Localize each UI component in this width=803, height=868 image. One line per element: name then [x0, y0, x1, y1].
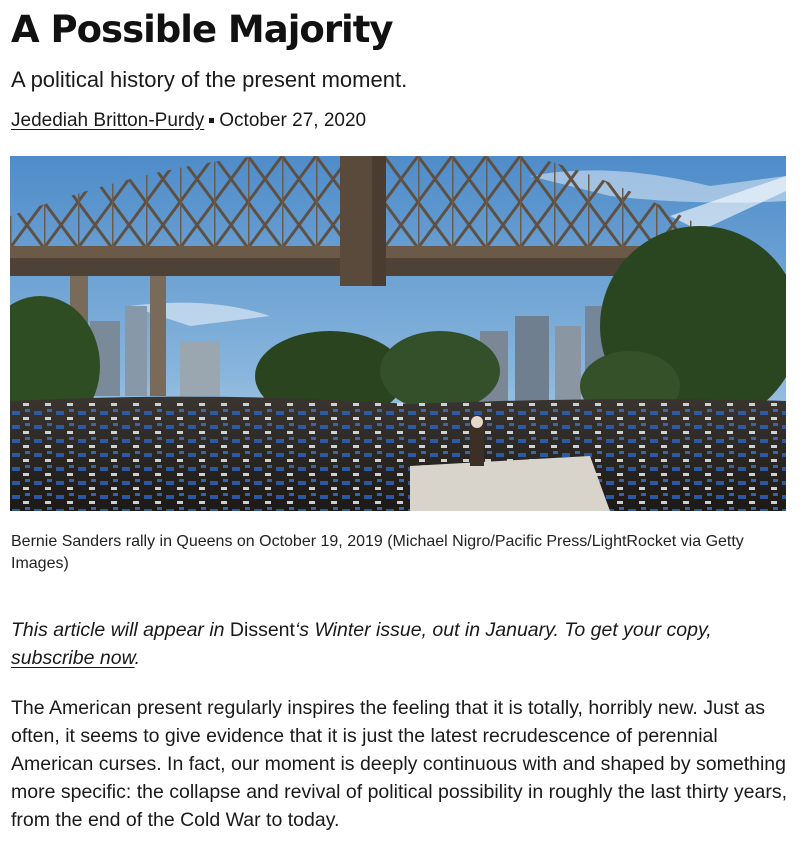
issue-note-middle: ‘s Winter issue, out in January. To get your copy,	[294, 619, 712, 641]
photo-caption: Bernie Sanders rally in Queens on October 19, 2019 (Michael Nigro/Pacific Press/LightRocket via Getty Images)	[11, 533, 744, 572]
lead-photo	[10, 156, 786, 511]
issue-note-prefix: This article will appear in	[11, 619, 230, 641]
byline	[11, 108, 791, 134]
author-link[interactable]: Jedediah Britton-Purdy	[11, 110, 205, 131]
lead-figure	[10, 156, 791, 575]
article	[11, 0, 791, 834]
publish-date: October 27, 2020	[219, 110, 367, 131]
issue-note	[11, 616, 791, 672]
body-paragraph: The American present regularly inspires the feeling that it is totally, horribly new. Just as often, it seems to give evidence that it is just the latest recrudescence of perennial American curses. In fact, our moment is deeply continuous with and shaped by something more specific: the collapse and revival of political possibility in roughly the last thirty years, from the end of the Cold War to today.	[11, 697, 788, 831]
byline-separator	[209, 118, 214, 123]
article-headline: A Possible Majority	[11, 8, 393, 51]
publication-name: Dissent	[229, 619, 295, 641]
subscribe-link[interactable]: subscribe now	[11, 647, 135, 669]
issue-note-suffix: .	[134, 647, 140, 669]
article-dek: A political history of the present moment.	[11, 67, 408, 92]
